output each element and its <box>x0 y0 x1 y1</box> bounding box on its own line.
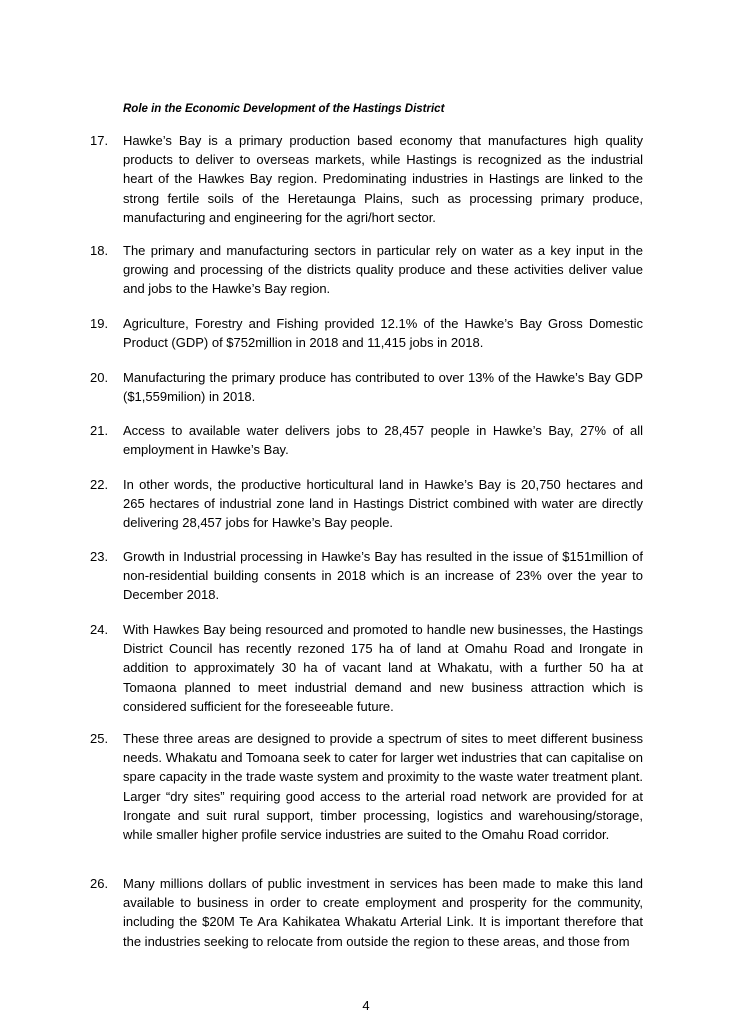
paragraph-text: Growth in Industrial processing in Hawke’s Bay has resulted in the issue of $151million of non-residential building consents in 2018 which is an increase of 23% over the year to December 2018. <box>123 549 643 603</box>
paragraph-21 <box>90 421 643 459</box>
paragraph-19 <box>90 314 643 352</box>
paragraph-number: 20. <box>90 370 109 385</box>
paragraph-number: 26. <box>90 876 109 891</box>
paragraph-number: 22. <box>90 477 109 492</box>
paragraph-26 <box>90 874 643 951</box>
paragraph-text: Many millions dollars of public investment in services has been made to make this land available to business in order to create employment and prosperity for the community, including the $20M Te Ara Kahikatea Whakatu Arterial Link. It is important therefore that the industries seeking to relocate from outside the region to these areas, and those from <box>123 876 643 949</box>
section-heading: Role in the Economic Development of the Hastings District <box>123 103 445 115</box>
paragraph-number: 23. <box>90 549 109 564</box>
paragraph-text: The primary and manufacturing sectors in particular rely on water as a key input in the growing and processing of the districts quality produce and these activities deliver value and jobs to the Hawke’s Bay region. <box>123 243 643 297</box>
paragraph-17 <box>90 131 643 227</box>
paragraph-text: Agriculture, Forestry and Fishing provided 12.1% of the Hawke’s Bay Gross Domestic Product (GDP) of $752million in 2018 and 11,415 jobs in 2018. <box>123 316 643 351</box>
paragraph-number: 25. <box>90 731 109 746</box>
paragraph-number: 18. <box>90 243 109 258</box>
paragraph-24 <box>90 620 643 716</box>
paragraph-20 <box>90 368 643 406</box>
paragraph-number: 21. <box>90 423 109 438</box>
paragraph-text: These three areas are designed to provide a spectrum of sites to meet different business needs. Whakatu and Tomoana seek to cater for larger wet industries that can capitalise on spare capacity in the trade waste system and proximity to the waste water treatment plant. Larger “dry sites” requiring good access to the arterial road network are provided for at Irongate and suit rural support, timber processing, logistics and warehousing/storage, while smaller higher profile service industries are suited to the Omahu Road corridor. <box>123 731 643 843</box>
paragraph-number: 19. <box>90 316 109 331</box>
paragraph-number: 17. <box>90 133 109 148</box>
paragraph-22 <box>90 475 643 533</box>
paragraph-text: Manufacturing the primary produce has contributed to over 13% of the Hawke’s Bay GDP ($1,559milion) in 2018. <box>123 370 643 405</box>
paragraph-number: 24. <box>90 622 109 637</box>
paragraph-text: In other words, the productive horticultural land in Hawke’s Bay is 20,750 hectares and 265 hectares of industrial zone land in Hastings District combined with water are directly delivering 28,457 jobs for Hawke’s Bay people. <box>123 477 643 531</box>
paragraph-23 <box>90 547 643 605</box>
page-number: 4 <box>362 998 370 1013</box>
paragraph-25 <box>90 729 643 844</box>
paragraph-18 <box>90 241 643 299</box>
paragraph-text: With Hawkes Bay being resourced and promoted to handle new businesses, the Hastings District Council has recently rezoned 175 ha of land at Omahu Road and Irongate in addition to approximately 30 ha of vacant land at Whakatu, with a further 50 ha at Tomaona planned to meet industrial demand and new business attraction which is considered sufficient for the foreseeable future. <box>123 622 643 714</box>
paragraph-text: Access to available water delivers jobs to 28,457 people in Hawke’s Bay, 27% of all employment in Hawke’s Bay. <box>123 423 643 458</box>
paragraph-text: Hawke’s Bay is a primary production based economy that manufactures high quality products to deliver to overseas markets, while Hastings is recognized as the industrial heart of the Hawkes Bay region. Predominating industries in Hastings are linked to the strong fertile soils of the Heretaunga Plains, such as processing primary produce, manufacturing and engineering for the agri/hort sector. <box>123 133 643 225</box>
